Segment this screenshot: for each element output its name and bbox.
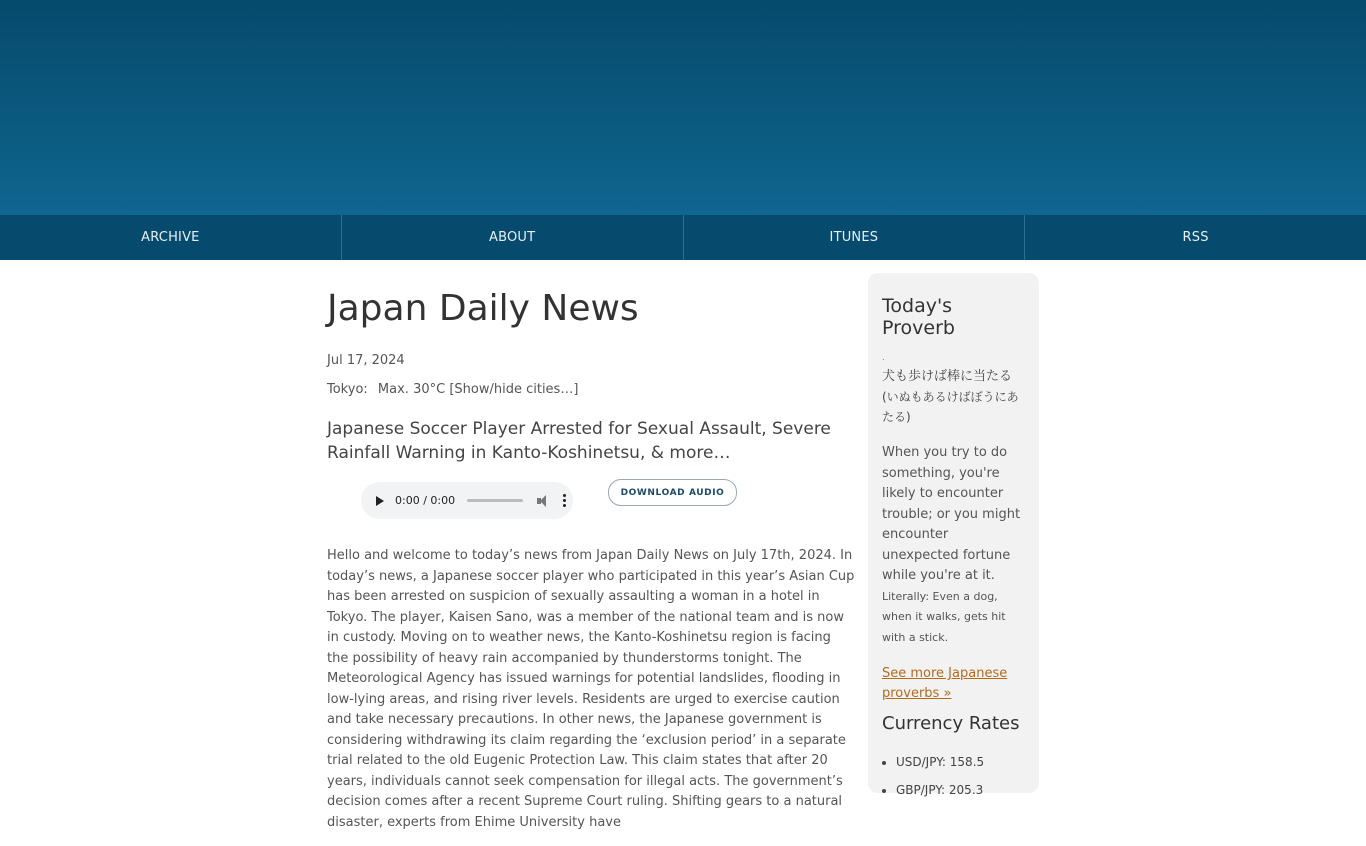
header-banner <box>0 0 1366 215</box>
article-headline: Japanese Soccer Player Arrested for Sexual Assault, Severe Rainfall Warning in Kanto-Koshinetsu, & more… <box>327 419 831 463</box>
proverb-literal: Literally: Even a dog, when it walks, gets hit with a stick. <box>882 589 1006 644</box>
sidebar <box>868 273 1039 797</box>
nav-about[interactable]: ABOUT <box>342 215 684 260</box>
currency-list <box>882 748 1025 804</box>
audio-player[interactable] <box>361 482 573 519</box>
currency-rate-item: • GBP/JPY: 205.3 <box>896 776 1025 804</box>
proverb-heading: Today's Proverb <box>882 295 955 339</box>
download-audio-button[interactable]: DOWNLOAD AUDIO <box>608 479 737 506</box>
nav-rss[interactable]: RSS <box>1182 230 1209 245</box>
currency-heading: Currency Rates <box>882 713 1020 734</box>
article-body: Hello and welcome to today’s news from Japan Daily News on July 17th, 2024. In today’s news, a Japanese soccer player who participated in this year’s Asian Cup has been arrested on suspicion of sexually assaulting a woman in a hotel in Tokyo. The player, Kaisen Sano, was a member of the national team and is now in custody. Moving on to weather news, the Kanto-Koshinetsu region is facing the possibility of heavy rain accompanied by thunderstorms tonight. The Meteorological Agency has issued warnings for potential landslides, flooding in low-lying areas, and rising river levels. Residents are urged to exercise caution and take necessary precautions. In other news, the Japanese government is considering withdrawing its claim regarding the ‘exclusion period’ in a separate trial related to the old Eugenic Protection Law. This claim states that after 20 years, individuals cannot seek compensation for illegal acts. The government’s decision comes after a recent Supreme Court ruling. Shifting gears to a natural disaster, experts from Ehime University have <box>327 548 855 830</box>
audio-time: 0:00 / 0:00 <box>395 494 456 507</box>
weather-line <box>327 382 855 397</box>
main-nav <box>0 215 1366 260</box>
proverb-dot: . <box>882 353 885 362</box>
proverb-meaning: When you try to do something, you're likely to encounter trouble; or you might encounter unexpected fortune while you're at it. <box>882 445 1021 583</box>
article-date: Jul 17, 2024 <box>327 353 405 368</box>
play-icon[interactable] <box>376 496 384 506</box>
volume-icon[interactable] <box>537 495 551 507</box>
page-title: Japan Daily News <box>327 288 639 329</box>
article <box>327 260 855 846</box>
audio-row <box>327 479 855 529</box>
proverb-reading: (いぬもあるけばぼうにあたる) <box>882 390 1019 424</box>
proverb-japanese: 犬も歩けば棒に当たる <box>882 369 1013 384</box>
more-options-icon[interactable] <box>563 494 566 507</box>
currency-rate-item: • USD/JPY: 158.5 <box>896 748 1025 776</box>
audio-progress-bar[interactable] <box>467 499 523 502</box>
nav-itunes[interactable]: ITUNES <box>684 215 1026 260</box>
weather-city: Tokyo: <box>327 382 368 397</box>
weather-forecast: Max. 30°C <box>377 382 446 397</box>
nav-archive[interactable]: ARCHIVE <box>0 215 342 260</box>
show-hide-cities-link[interactable]: [Show/hide cities…] <box>449 382 579 397</box>
see-more-proverbs-link[interactable]: See more Japanese proverbs » <box>882 666 1008 701</box>
